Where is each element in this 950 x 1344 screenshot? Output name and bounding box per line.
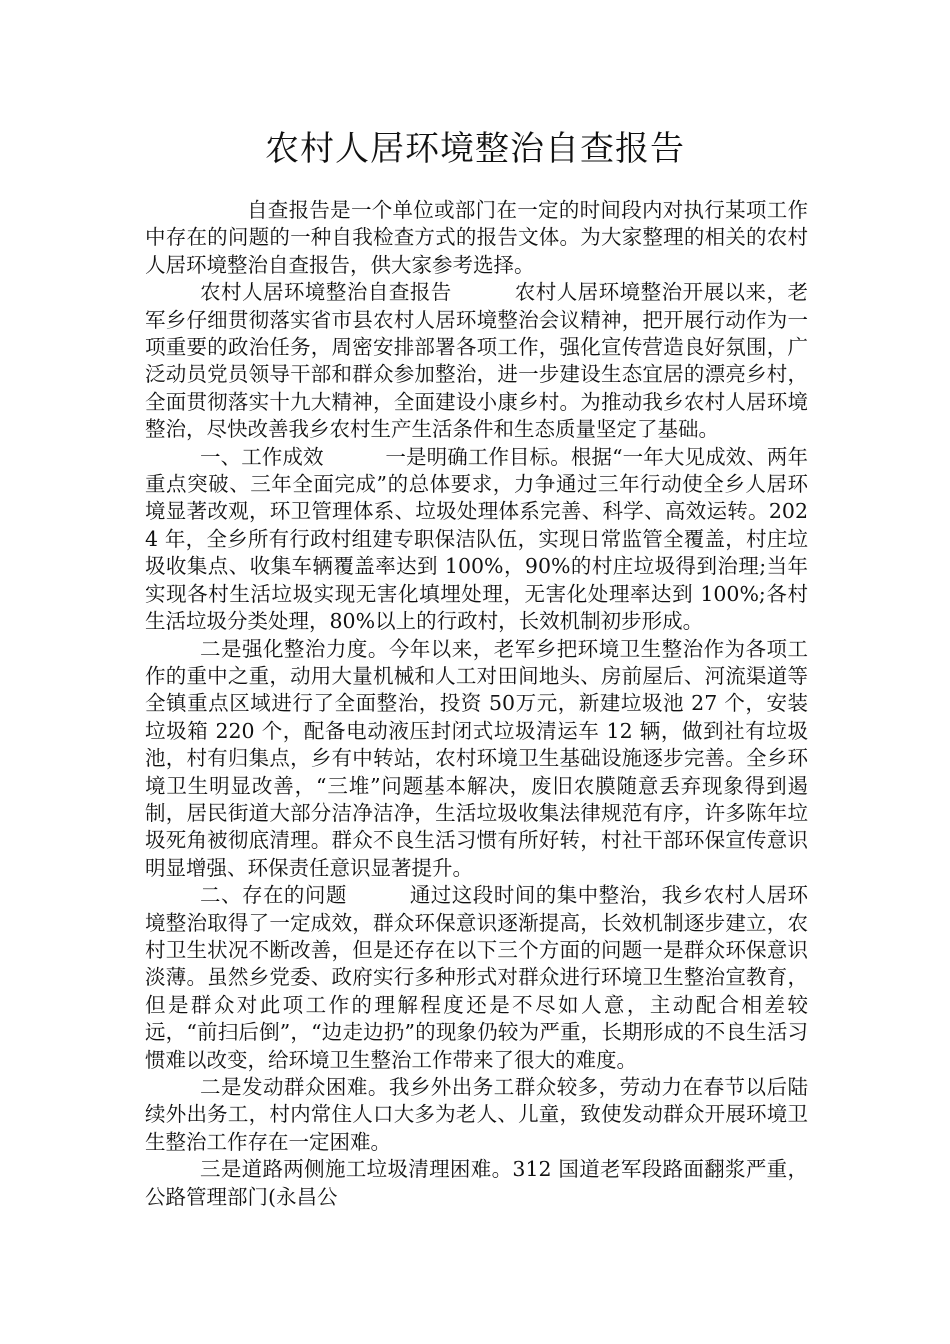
document-body [145,197,808,1211]
document-title: 农村人居环境整治自查报告 [265,129,685,169]
paragraph-road-cleanup: 三是道路两侧施工垃圾清理困难。312 国道老军段路面翻浆严重，公路管理部门(永昌公 [145,1157,808,1209]
paragraph-achievements: 一、工作成效 一是明确工作目标。根据“一年大见成效、两年重点突破、三年全面完成”的总体要求，力争通过三年行动使全乡人居环境显著改观，环卫管理体系、垃圾处理体系完善、科学、高效运转。2024 年，全乡所有行政村组建专职保洁队伍，实现日常监管全覆盖，村庄垃圾收集点、收集车辆覆盖率达到 100%，90%的村庄垃圾得到治理;当年实现各村生活垃圾实现无害化填埋处理，无害化处理率达到 100%;各村生活垃圾分类处理，80%以上的行政村，长效机制初步形成。 [145,444,808,634]
paragraph-overview: 农村人居环境整治自查报告 农村人居环境整治开展以来，老军乡仔细贯彻落实省市县农村人居环境整治会议精神，把开展行动作为一项重要的政治任务，周密安排部署各项工作，强化宣传营造良好氛围，广泛动员党员领导干部和群众参加整治，进一步建设生态宜居的漂亮乡村，全面贯彻落实十九大精神，全面建设小康乡村。为推动我乡农村人居环境整治，尽快改善我乡农村生产生活条件和生态质量坚定了基础。 [145,280,808,442]
paragraph-mobilization: 二是发动群众困难。我乡外出务工群众较多，劳动力在春节以后陆续外出务工，村内常住人口大多为老人、儿童，致使发动群众开展环境卫生整治工作存在一定困难。 [145,1075,808,1154]
paragraph-problems: 二、存在的问题 通过这段时间的集中整治，我乡农村人居环境整治取得了一定成效，群众环保意识逐渐提高，长效机制逐步建立，农村卫生状况不断改善，但是还存在以下三个方面的问题一是群众环保意识淡薄。虽然乡党委、政府实行多种形式对群众进行环境卫生整治宣教育，但是群众对此项工作的理解程度还是不尽如人意，主动配合相差较远，“前扫后倒”，“边走边扔”的现象仍较为严重，长期形成的不良生活习惯难以改变，给环境卫生整治工作带来了很大的难度。 [145,883,808,1072]
paragraph-strengthen: 二是强化整治力度。今年以来，老军乡把环境卫生整治作为各项工作的重中之重，动用大量机械和人工对田间地头、房前屋后、河流渠道等全镇重点区域进行了全面整治，投资 50万元，新建垃圾池 27 个，安装垃圾箱 220 个，配备电动液压封闭式垃圾清运车 12 辆，做到社有垃圾池，村有归集点，乡有中转站，农村环境卫生基础设施逐步完善。全乡环境卫生明显改善，“三堆”问题基本解决，废旧农膜随意丢弃现象得到遏制，居民街道大部分洁净洁净，生活垃圾收集法律规范有序，许多陈年垃圾死角被彻底清理。群众不良生活习惯有所好转，村社干部环保宣传意识明显增强、环保责任意识显著提升。 [145,636,808,880]
paragraph-intro: 自查报告是一个单位或部门在一定的时间段内对执行某项工作中存在的问题的一种自我检查方式的报告文体。为大家整理的相关的农村人居环境整治自查报告，供大家参考选择。 [145,198,808,277]
